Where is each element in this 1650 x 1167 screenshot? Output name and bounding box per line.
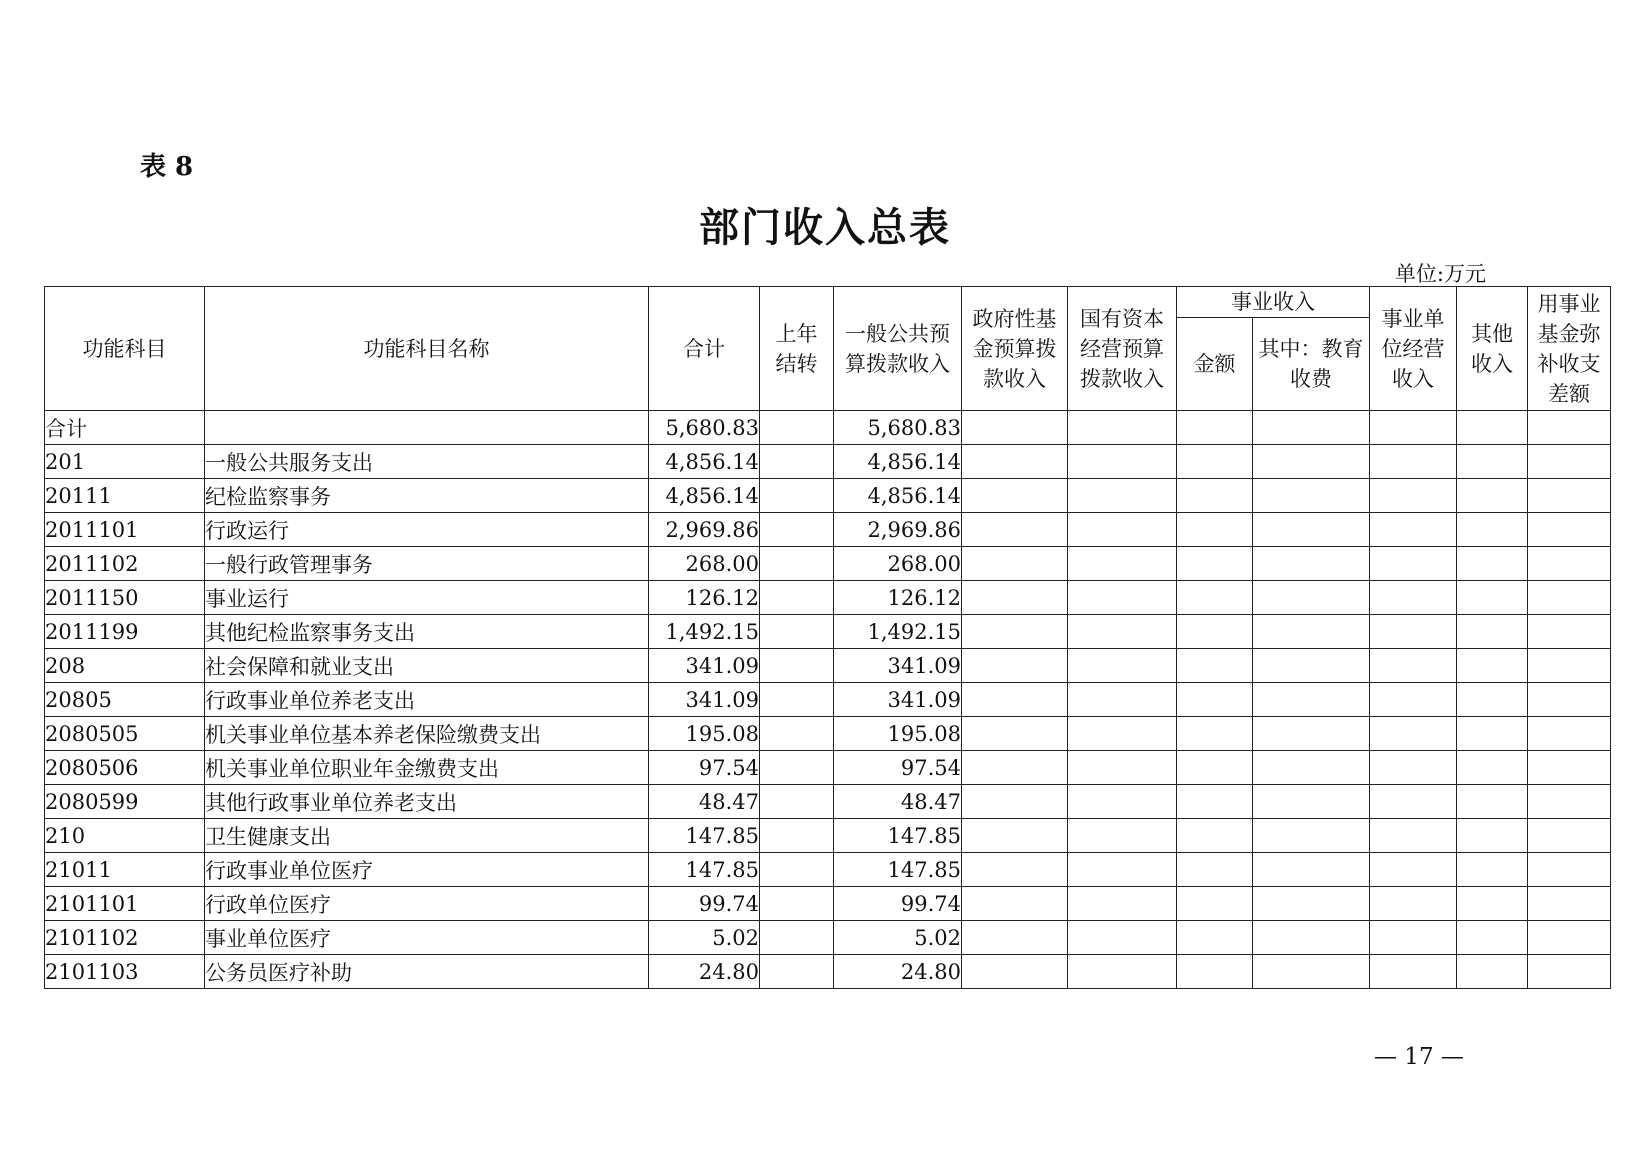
row-total: 1,492.15 — [649, 615, 760, 649]
row-state-capital — [1068, 819, 1177, 853]
row-amount — [1177, 683, 1253, 717]
row-state-capital — [1068, 411, 1177, 445]
row-amount — [1177, 819, 1253, 853]
row-edu-fee — [1253, 547, 1370, 581]
row-state-capital — [1068, 513, 1177, 547]
row-amount — [1177, 649, 1253, 683]
row-fund-balance — [1528, 683, 1611, 717]
header-other-income — [1457, 287, 1528, 411]
header-general-budget-line-2: 算拨款收入 — [845, 351, 950, 376]
row-edu-fee — [1253, 649, 1370, 683]
row-state-capital — [1068, 785, 1177, 819]
row-total: 126.12 — [649, 581, 760, 615]
row-fund-balance — [1528, 479, 1611, 513]
row-carryover — [760, 921, 834, 955]
table-row — [45, 785, 1611, 819]
row-name: 机关事业单位基本养老保险缴费支出 — [205, 717, 649, 751]
row-unit-operation — [1370, 615, 1457, 649]
row-state-capital — [1068, 445, 1177, 479]
row-carryover — [760, 955, 834, 989]
row-total: 5.02 — [649, 921, 760, 955]
row-state-capital — [1068, 547, 1177, 581]
header-general-budget — [834, 287, 962, 411]
row-fund-balance — [1528, 615, 1611, 649]
row-state-capital — [1068, 887, 1177, 921]
row-total: 24.80 — [649, 955, 760, 989]
row-unit-operation — [1370, 955, 1457, 989]
row-edu-fee — [1253, 581, 1370, 615]
row-carryover — [760, 445, 834, 479]
row-general: 126.12 — [834, 581, 962, 615]
row-gov-fund — [962, 649, 1068, 683]
row-amount — [1177, 751, 1253, 785]
row-name: 行政事业单位养老支出 — [205, 683, 649, 717]
table-row — [45, 411, 1611, 445]
row-fund-balance — [1528, 547, 1611, 581]
row-name: 事业运行 — [205, 581, 649, 615]
header-fund-balance — [1528, 287, 1611, 411]
row-carryover — [760, 717, 834, 751]
row-state-capital — [1068, 853, 1177, 887]
row-fund-balance — [1528, 819, 1611, 853]
header-unit-operation-line-2: 位经营 — [1381, 336, 1445, 361]
row-general: 5,680.83 — [834, 411, 962, 445]
row-unit-operation — [1370, 887, 1457, 921]
row-carryover — [760, 819, 834, 853]
row-other-income — [1457, 445, 1528, 479]
row-code: 20805 — [45, 683, 205, 717]
row-edu-fee — [1253, 751, 1370, 785]
row-edu-fee — [1253, 921, 1370, 955]
row-name: 事业单位医疗 — [205, 921, 649, 955]
row-general: 4,856.14 — [834, 445, 962, 479]
row-general: 48.47 — [834, 785, 962, 819]
table-row — [45, 615, 1611, 649]
row-other-income — [1457, 785, 1528, 819]
row-code: 201 — [45, 445, 205, 479]
row-other-income — [1457, 649, 1528, 683]
header-other-income-line-2: 收入 — [1471, 351, 1513, 376]
row-carryover — [760, 887, 834, 921]
row-other-income — [1457, 853, 1528, 887]
table-row — [45, 581, 1611, 615]
row-other-income — [1457, 717, 1528, 751]
row-general: 268.00 — [834, 547, 962, 581]
row-name: 其他纪检监察事务支出 — [205, 615, 649, 649]
row-edu-fee — [1253, 717, 1370, 751]
row-general: 147.85 — [834, 853, 962, 887]
row-total: 4,856.14 — [649, 479, 760, 513]
row-state-capital — [1068, 717, 1177, 751]
row-gov-fund — [962, 411, 1068, 445]
row-gov-fund — [962, 581, 1068, 615]
row-state-capital — [1068, 615, 1177, 649]
row-other-income — [1457, 921, 1528, 955]
row-gov-fund — [962, 853, 1068, 887]
row-amount — [1177, 615, 1253, 649]
row-gov-fund — [962, 445, 1068, 479]
row-total: 268.00 — [649, 547, 760, 581]
header-carryover-line-1: 上年 — [775, 321, 818, 346]
row-amount — [1177, 785, 1253, 819]
row-other-income — [1457, 479, 1528, 513]
row-carryover — [760, 785, 834, 819]
row-unit-operation — [1370, 649, 1457, 683]
header-edu-fee-line-1: 其中：教育 — [1258, 337, 1364, 361]
page-title: 部门收入总表 — [699, 204, 951, 251]
row-total: 99.74 — [649, 887, 760, 921]
row-name: 行政事业单位医疗 — [205, 853, 649, 887]
row-edu-fee — [1253, 513, 1370, 547]
row-gov-fund — [962, 955, 1068, 989]
row-total: 2,969.86 — [649, 513, 760, 547]
row-unit-operation — [1370, 717, 1457, 751]
row-total: 97.54 — [649, 751, 760, 785]
row-name: 社会保障和就业支出 — [205, 649, 649, 683]
row-gov-fund — [962, 819, 1068, 853]
row-carryover — [760, 411, 834, 445]
table-row — [45, 547, 1611, 581]
row-general: 341.09 — [834, 649, 962, 683]
header-carryover-line-2: 结转 — [775, 351, 818, 376]
table-row — [45, 445, 1611, 479]
header-carryover — [760, 287, 834, 411]
row-carryover — [760, 513, 834, 547]
row-carryover — [760, 547, 834, 581]
header-code: 功能科目 — [45, 287, 205, 411]
row-edu-fee — [1253, 785, 1370, 819]
row-fund-balance — [1528, 921, 1611, 955]
header-gov-fund-line-2: 金预算拨 — [972, 336, 1057, 361]
row-unit-operation — [1370, 751, 1457, 785]
row-amount — [1177, 887, 1253, 921]
header-other-income-line-1: 其他 — [1471, 321, 1513, 346]
row-fund-balance — [1528, 717, 1611, 751]
row-gov-fund — [962, 479, 1068, 513]
row-other-income — [1457, 683, 1528, 717]
table-row — [45, 853, 1611, 887]
row-edu-fee — [1253, 819, 1370, 853]
row-fund-balance — [1528, 411, 1611, 445]
row-name: 行政单位医疗 — [205, 887, 649, 921]
row-total: 147.85 — [649, 853, 760, 887]
header-state-capital — [1068, 287, 1177, 411]
row-amount — [1177, 513, 1253, 547]
table-row — [45, 683, 1611, 717]
row-other-income — [1457, 513, 1528, 547]
row-unit-operation — [1370, 581, 1457, 615]
row-carryover — [760, 853, 834, 887]
row-edu-fee — [1253, 887, 1370, 921]
row-total: 341.09 — [649, 649, 760, 683]
row-total: 4,856.14 — [649, 445, 760, 479]
row-other-income — [1457, 955, 1528, 989]
header-business-income: 事业收入 — [1177, 287, 1370, 318]
page-number: — 17 — — [1374, 1044, 1464, 1070]
row-amount — [1177, 853, 1253, 887]
row-gov-fund — [962, 615, 1068, 649]
header-state-capital-line-1: 国有资本 — [1080, 306, 1164, 331]
row-unit-operation — [1370, 921, 1457, 955]
row-gov-fund — [962, 513, 1068, 547]
row-unit-operation — [1370, 853, 1457, 887]
row-general: 97.54 — [834, 751, 962, 785]
row-carryover — [760, 479, 834, 513]
row-unit-operation — [1370, 411, 1457, 445]
row-code: 2011102 — [45, 547, 205, 581]
row-name: 纪检监察事务 — [205, 479, 649, 513]
row-unit-operation — [1370, 547, 1457, 581]
row-total: 5,680.83 — [649, 411, 760, 445]
row-fund-balance — [1528, 887, 1611, 921]
row-general: 5.02 — [834, 921, 962, 955]
header-fund-balance-line-2: 基金弥 — [1537, 321, 1601, 346]
row-gov-fund — [962, 751, 1068, 785]
row-general: 1,492.15 — [834, 615, 962, 649]
row-gov-fund — [962, 921, 1068, 955]
row-amount — [1177, 717, 1253, 751]
table-number-label: 表 8 — [140, 152, 194, 182]
row-carryover — [760, 649, 834, 683]
row-general: 99.74 — [834, 887, 962, 921]
row-general: 4,856.14 — [834, 479, 962, 513]
row-total: 341.09 — [649, 683, 760, 717]
row-code: 2011199 — [45, 615, 205, 649]
row-other-income — [1457, 887, 1528, 921]
row-carryover — [760, 581, 834, 615]
header-fund-balance-line-4: 差额 — [1548, 381, 1590, 406]
header-gov-fund-line-1: 政府性基 — [972, 306, 1057, 331]
row-gov-fund — [962, 717, 1068, 751]
row-unit-operation — [1370, 479, 1457, 513]
header-gov-fund — [962, 287, 1068, 411]
income-table — [44, 286, 1611, 989]
header-fund-balance-line-1: 用事业 — [1537, 291, 1601, 316]
row-other-income — [1457, 581, 1528, 615]
header-state-capital-line-3: 拨款收入 — [1080, 366, 1164, 391]
row-edu-fee — [1253, 955, 1370, 989]
row-unit-operation — [1370, 785, 1457, 819]
header-total: 合计 — [649, 287, 760, 411]
row-code: 2011101 — [45, 513, 205, 547]
row-fund-balance — [1528, 751, 1611, 785]
row-amount — [1177, 445, 1253, 479]
table-row — [45, 479, 1611, 513]
row-amount — [1177, 479, 1253, 513]
row-amount — [1177, 581, 1253, 615]
header-general-budget-line-1: 一般公共预 — [845, 321, 950, 346]
header-gov-fund-line-3: 款收入 — [983, 366, 1046, 391]
row-code: 2080599 — [45, 785, 205, 819]
row-other-income — [1457, 751, 1528, 785]
row-name: 机关事业单位职业年金缴费支出 — [205, 751, 649, 785]
row-fund-balance — [1528, 955, 1611, 989]
row-amount — [1177, 411, 1253, 445]
row-fund-balance — [1528, 785, 1611, 819]
header-amount: 金额 — [1177, 318, 1253, 411]
row-fund-balance — [1528, 649, 1611, 683]
row-name — [205, 411, 649, 445]
header-unit-operation — [1370, 287, 1457, 411]
row-state-capital — [1068, 581, 1177, 615]
row-other-income — [1457, 411, 1528, 445]
row-gov-fund — [962, 547, 1068, 581]
row-general: 24.80 — [834, 955, 962, 989]
row-general: 2,969.86 — [834, 513, 962, 547]
row-state-capital — [1068, 649, 1177, 683]
row-gov-fund — [962, 887, 1068, 921]
row-code: 210 — [45, 819, 205, 853]
header-fund-balance-line-3: 补收支 — [1537, 351, 1601, 376]
row-carryover — [760, 751, 834, 785]
row-general: 147.85 — [834, 819, 962, 853]
row-edu-fee — [1253, 683, 1370, 717]
table-row — [45, 887, 1611, 921]
row-carryover — [760, 615, 834, 649]
row-carryover — [760, 683, 834, 717]
table-row — [45, 751, 1611, 785]
row-unit-operation — [1370, 683, 1457, 717]
row-name: 行政运行 — [205, 513, 649, 547]
row-unit-operation — [1370, 513, 1457, 547]
row-unit-operation — [1370, 445, 1457, 479]
row-name: 卫生健康支出 — [205, 819, 649, 853]
table-row — [45, 921, 1611, 955]
row-general: 195.08 — [834, 717, 962, 751]
row-code: 208 — [45, 649, 205, 683]
row-edu-fee — [1253, 411, 1370, 445]
row-amount — [1177, 547, 1253, 581]
row-code: 2011150 — [45, 581, 205, 615]
row-code: 2080506 — [45, 751, 205, 785]
row-total: 147.85 — [649, 819, 760, 853]
row-name: 一般行政管理事务 — [205, 547, 649, 581]
row-name: 其他行政事业单位养老支出 — [205, 785, 649, 819]
row-total: 48.47 — [649, 785, 760, 819]
row-name: 公务员医疗补助 — [205, 955, 649, 989]
row-code: 2101101 — [45, 887, 205, 921]
row-state-capital — [1068, 955, 1177, 989]
header-edu-fee-line-2: 收费 — [1290, 367, 1332, 391]
row-state-capital — [1068, 683, 1177, 717]
row-amount — [1177, 955, 1253, 989]
row-total: 195.08 — [649, 717, 760, 751]
row-edu-fee — [1253, 445, 1370, 479]
row-code: 21011 — [45, 853, 205, 887]
row-edu-fee — [1253, 479, 1370, 513]
row-name: 一般公共服务支出 — [205, 445, 649, 479]
row-state-capital — [1068, 479, 1177, 513]
table-row — [45, 819, 1611, 853]
row-edu-fee — [1253, 853, 1370, 887]
row-code: 2080505 — [45, 717, 205, 751]
row-state-capital — [1068, 921, 1177, 955]
row-code: 2101102 — [45, 921, 205, 955]
row-unit-operation — [1370, 819, 1457, 853]
table-body — [45, 411, 1611, 989]
row-fund-balance — [1528, 445, 1611, 479]
table-row — [45, 955, 1611, 989]
table-row — [45, 649, 1611, 683]
header-edu-fee — [1253, 318, 1370, 411]
row-fund-balance — [1528, 581, 1611, 615]
row-gov-fund — [962, 785, 1068, 819]
row-general: 341.09 — [834, 683, 962, 717]
header-unit-operation-line-3: 收入 — [1392, 366, 1434, 391]
row-edu-fee — [1253, 615, 1370, 649]
row-fund-balance — [1528, 513, 1611, 547]
header-unit-operation-line-1: 事业单 — [1381, 306, 1445, 331]
row-other-income — [1457, 819, 1528, 853]
table-row — [45, 717, 1611, 751]
unit-label: 单位:万元 — [1394, 262, 1486, 286]
header-name: 功能科目名称 — [205, 287, 649, 411]
row-fund-balance — [1528, 853, 1611, 887]
row-code: 20111 — [45, 479, 205, 513]
row-other-income — [1457, 547, 1528, 581]
row-gov-fund — [962, 683, 1068, 717]
row-code: 2101103 — [45, 955, 205, 989]
row-amount — [1177, 921, 1253, 955]
row-code: 合计 — [45, 411, 205, 445]
row-state-capital — [1068, 751, 1177, 785]
table-row — [45, 513, 1611, 547]
header-state-capital-line-2: 经营预算 — [1080, 336, 1164, 361]
row-other-income — [1457, 615, 1528, 649]
